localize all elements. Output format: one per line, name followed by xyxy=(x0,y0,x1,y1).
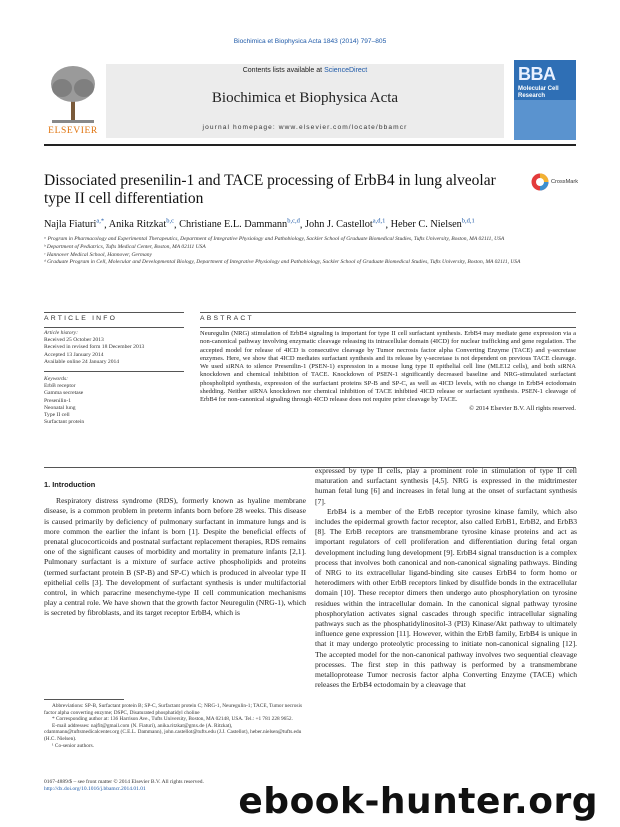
keyword: Neonatal lung xyxy=(44,404,76,411)
affiliations xyxy=(44,236,584,267)
abstract xyxy=(200,330,576,413)
article-info-heading: ARTICLE INFO xyxy=(44,315,118,322)
crossmark-icon xyxy=(531,173,549,191)
divider xyxy=(44,327,184,328)
issn-line: 0167-4889/$ – see front matter © 2014 Elsevier B.V. All rights reserved. xyxy=(44,779,204,785)
affiliation-b: ᵇ Department of Pediatrics, Tufts Medical Center, Boston, MA 02111 USA xyxy=(44,243,206,250)
paragraph: Respiratory distress syndrome (RDS), formerly known as hyaline membrane disease, is a common problem in preterm infants born before 28 weeks. This disease is caused primarily by deficiency of pulmonary surfactant in immature lungs and is more common the earlier the infant is born [1]. Despite the beneficial effects of prenatal glucocorticoids and postnatal surfactant replacement therapies, RDS remains one of the significant causes of morbidity and mortality in premature infants [2,1]. Pulmonary surfactant is a mixture of surface active phospholipids and proteins (termed surfactant protein B (SP-B) and SP-C) which is produced in alveolar type II epithelial cells [3]. The development of surfactant synthesis is under multifactorial control, in which paracrine mesenchyme-type II cell communication mechanisms play a central role. We have shown that the growth factor Neuregulin (NRG-1), which is secreted by fibroblasts, and its target receptor ErbB4, which is xyxy=(44,496,306,618)
footnote-corresponding: * Corresponding author at: 136 Harrison Ave., Tufts University, Boston, MA 02148, USA. Tel.: +1 781 228 9652. xyxy=(52,716,293,723)
footnote-coauthors: ¹ Co-senior authors. xyxy=(52,742,95,749)
body-column-left xyxy=(44,480,306,619)
history-item: Available online 24 January 2014 xyxy=(44,358,120,365)
contents-prefix: Contents lists available at xyxy=(242,67,325,74)
crossmark-label: CrossMark xyxy=(551,179,579,185)
footnote-divider xyxy=(44,699,124,700)
crossmark-badge[interactable] xyxy=(531,173,577,193)
body-column-right xyxy=(315,466,577,690)
keywords-label: Keywords: xyxy=(44,376,69,383)
footnote-emails: E-mail addresses: najfit@gmail.com (N. Fiaturi), anika.ritzkat@gmx.de (A. Ritzkat), cdammann@tuftsmedicalcenter.org (C.E.L. Dammann), john.castellot@tufts.edu (J.J. Castellot), heber.nielsen@tufts.edu (H.C. Nielsen). xyxy=(44,722,302,742)
keyword: Gamma secretase xyxy=(44,390,84,397)
affiliation-c: ᶜ Hannover Medical School, Hannover, Germany xyxy=(44,251,152,258)
affiliation-d: ᵈ Graduate Program in Cell, Molecular and Developmental Biology, Department of Integrative Physiology and Pathobiology, Sackler School of Graduate Biomedical Studies, Tufts University, Boston, MA 02111, USA xyxy=(44,259,521,266)
author[interactable]: Najla Fiaturi$^{a,*}$ xyxy=(44,218,105,231)
affiliation-a: ᵃ Program in Pharmacology and Experimental Therapeutics, Department of Integrative Physiology and Pathobiology, Sackler School of Graduate Biomedical Studies, Tufts University, Boston, MA 02111, USA xyxy=(44,236,505,242)
footnote-abbreviations: Abbreviations: SP-B, Surfactant protein B; SP-C, Surfactant protein C; NRG-1, Neuregulin-1; TACE, Tumor necrosis factor alpha converting enzyme; DSPC, Disaturated phosphatidyl choline xyxy=(44,703,303,716)
cover-title: BBA xyxy=(518,64,556,84)
watermark xyxy=(0,781,620,821)
footnotes xyxy=(44,703,306,749)
keyword: Presenilin-1 xyxy=(44,397,72,404)
abstract-text: Neuregulin (NRG) stimulation of ErbB4 signaling is important for type II cell surfactant synthesis. ErbB4 may mediate gene expression via a non-canonical pathway involving enzymatic cleavage releasing its intracellular domain (4ICD) for nuclear trafficking and gene regulation. The accepted model for release of 4ICD is consecutive cleavage by Tumor necrosis factor alpha Converting Enzyme (TACE) and γ-secretase enzymes. Here, we show that 4ICD mediates surfactant synthesis and its release by γ-secretase is not dependent on previous TACE cleavage. We used siRNA to silence Presenilin-1 (PSEN-1) expression in a mouse lung type II epithelial cell line (MLE12 cells), and both siRNA knockdown and chemical inhibition of TACE. Knockdown of PSEN-1 significantly decreased baseline and NRG-stimulated surfactant phospholipid synthesis, expression of the surfactant proteins SP-B and SP-C, as well as 4ICD levels, with no change in ErbB4 ectodomain shedding. Neither siRNA knockdown nor chemical inhibition of TACE inhibited 4ICD release or surfactant synthesis. PSEN-1 cleavage of ErbB4 for non-canonical signaling through 4ICD release does not require prior cleavage by TACE. xyxy=(200,330,576,404)
divider xyxy=(200,312,576,313)
keyword: Type II cell xyxy=(44,412,70,419)
author[interactable]: Christiane E.L. Dammann$^{b,c,d}$ xyxy=(179,218,300,231)
history-item: Accepted 13 January 2014 xyxy=(44,351,104,358)
journal-header xyxy=(44,58,576,146)
author-list: Najla Fiaturi$^{a,*}$, Anika Ritzkat$^{b,c}$, Christiane E.L. Dammann$^{b,c,d}$, John J. Castellot$^{a,d,1}$, Heber C. Nielsen$^{b,d,1}$ xyxy=(44,218,475,231)
journal-citation[interactable]: Biochimica et Biophysica Acta 1843 (2014) 797–805 xyxy=(233,38,387,45)
history-item: Received 25 October 2013 xyxy=(44,337,104,344)
divider xyxy=(44,371,184,372)
author[interactable]: John J. Castellot$^{a,d,1}$ xyxy=(305,218,386,231)
keyword: ErbB receptor xyxy=(44,383,76,390)
author[interactable]: Anika Ritzkat$^{b,c}$ xyxy=(108,218,174,231)
journal-title: Biochimica et Biophysica Acta xyxy=(211,90,399,106)
section-heading: 1. Introduction xyxy=(44,480,96,489)
cover-band xyxy=(514,100,576,140)
author[interactable]: Heber C. Nielsen$^{b,d,1}$ xyxy=(390,218,475,231)
copyright: © 2014 Elsevier B.V. All rights reserved. xyxy=(469,404,576,412)
journal-homepage[interactable]: journal homepage: www.elsevier.com/locate/bbamcr xyxy=(202,124,408,131)
elsevier-logo xyxy=(44,62,102,140)
history-label: Article history: xyxy=(44,330,79,336)
paragraph: ErbB4 is a member of the ErbB receptor tyrosine kinase family, which also includes the epidermal growth factor receptor, also called ErbB1, ErbB2, and ErbB3 [8]. The ErbB receptors are transmembrane tyrosine kinase proteins and act as important regulators of cell proliferation and differentiation during fetal organ development including lung development [9]. ErbB4 signal transduction is a complex process that involves both canonical and non-canonical signaling pathways. Binding of NRG to its extracellular ligand-binding site causes ErbB4 to form homo or heterodimers with other ErbB receptors linked by disulfide bonds in the extracellular domain [10]. These receptor dimers then undergo auto phosphorylation on tyrosine residues within the intracellular domain. In the canonical signal pathway tyrosine phosphorylation activates signal cascades through specific intracellular signaling pathways such as the phosphatidylinositol-3 (PI3) Kinase/Akt pathway to ultimately influence gene expression [11]. However, within the ErbB family, ErbB4 is unique in that it may undergo proteolytic processing to initiate non-canonical signaling [12]. The accepted model for the non-canonical pathway involves two sequential cleavage processes. The first step in this pathway is performed by a transmembrane metalloprotease Tumor necrosis factor alpha Converting Enzyme (TACE) which releases the ErbB4 ectodomain by a cleavage that xyxy=(315,506,577,690)
abstract-heading: ABSTRACT xyxy=(200,315,254,322)
history-item: Received in revised form 18 December 2013 xyxy=(44,344,145,351)
divider xyxy=(44,312,184,313)
cover-subtitle: Molecular Cell Research xyxy=(518,86,559,99)
watermark-text: ebook-hunter.org xyxy=(238,781,598,822)
sciencedirect-link[interactable]: ScienceDirect xyxy=(324,67,368,74)
elsevier-wordmark: ELSEVIER xyxy=(48,126,98,136)
divider xyxy=(200,327,576,328)
article-title: Dissociated presenilin-1 and TACE processing of ErbB4 in lung alveolar type II cell differentiation xyxy=(44,172,496,207)
article-info xyxy=(44,330,184,426)
paragraph: expressed by type II cells, play a prominent role in stimulation of type II cell maturation and surfactant synthesis [4,5]. NRG is expressed in the midtrimester human fetal lung [6] and increases in fetal lung at the onset of surfactant synthesis [7]. xyxy=(315,466,577,506)
elsevier-tree-icon xyxy=(44,62,102,126)
contents-line xyxy=(106,67,504,74)
doi-link[interactable]: http://dx.doi.org/10.1016/j.bbamcr.2014.01.01 xyxy=(44,786,146,792)
keyword: Surfactant protein xyxy=(44,419,85,426)
journal-cover xyxy=(514,60,576,140)
journal-banner xyxy=(106,64,504,138)
